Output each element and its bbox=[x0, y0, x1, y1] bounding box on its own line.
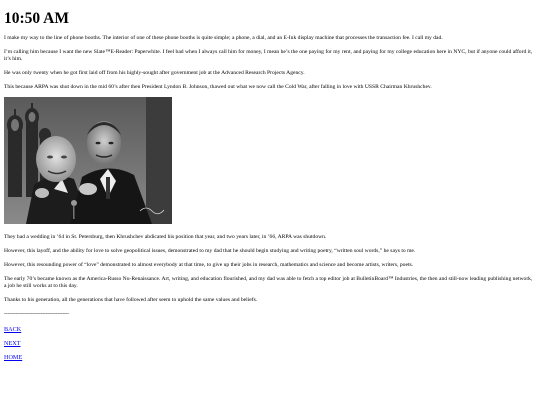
paragraph-4: This because ARPA was shut down in the mid 60’s after then President Lyndon B. Johnson, thawed out what we now call the Cold War, after falling in love with USSR Chairman Khrushchev. bbox=[4, 83, 432, 90]
paragraph-3: He was only twenty when he got first laid off from his highly-sought after government job at the Advanced Research Projects Agency. bbox=[4, 69, 305, 76]
back-link[interactable]: BACK bbox=[4, 325, 22, 333]
paragraph-1: I make my way to the line of phone booths. The interior of one of these phone booths is quite simple; a phone, a dial, and an E-Ink display machine that processes the transaction fee. I call my dad. bbox=[4, 35, 443, 41]
khrushchev-johnson-photo bbox=[4, 97, 172, 224]
divider-line: --------------------------------------- bbox=[4, 310, 69, 317]
page-title: 10:50 AM bbox=[4, 10, 70, 27]
home-link[interactable]: HOME bbox=[4, 353, 23, 361]
paragraph-5: They had a wedding in ’64 in St. Petersburg, then Khrushchev abdicated his position that year, and two years later, in ’66, ARPA was shutdown. bbox=[4, 234, 327, 241]
next-link[interactable]: NEXT bbox=[4, 339, 21, 347]
paragraph-9: Thanks to his generation, all the generations that have followed after seem to uphold the same values and beliefs. bbox=[4, 296, 258, 303]
paragraph-7: However, this resounding power of “love” demonstrated to almost everybody at that time, to give up their jobs in research, mathematics and science and become artists, writers, poets. bbox=[4, 261, 414, 268]
paragraph-2: I’m calling him because I want the new Slate™E-Reader: Paperwhite. I feel bad when I always call him for money, I mean he’s the one paying for my rent, and paying for my college education here in NYC, but if anyone could afford it, it’s him. bbox=[4, 48, 533, 62]
paragraph-8: The early 70’s became known as the America-Russo Nu-Renaissance. Art, writing, and education flourished, and my dad was able to fetch a top editor job at BulletinBoard™ Industries, the then and still-now leading publishing network, a job he still works at to this day. bbox=[4, 275, 533, 289]
paragraph-6: However, this layoff, and the ability for love to solve geopolitical issues, demonstrated to my dad that he should begin studying and writing poetry, “written soul words,” he says to me. bbox=[4, 248, 416, 255]
